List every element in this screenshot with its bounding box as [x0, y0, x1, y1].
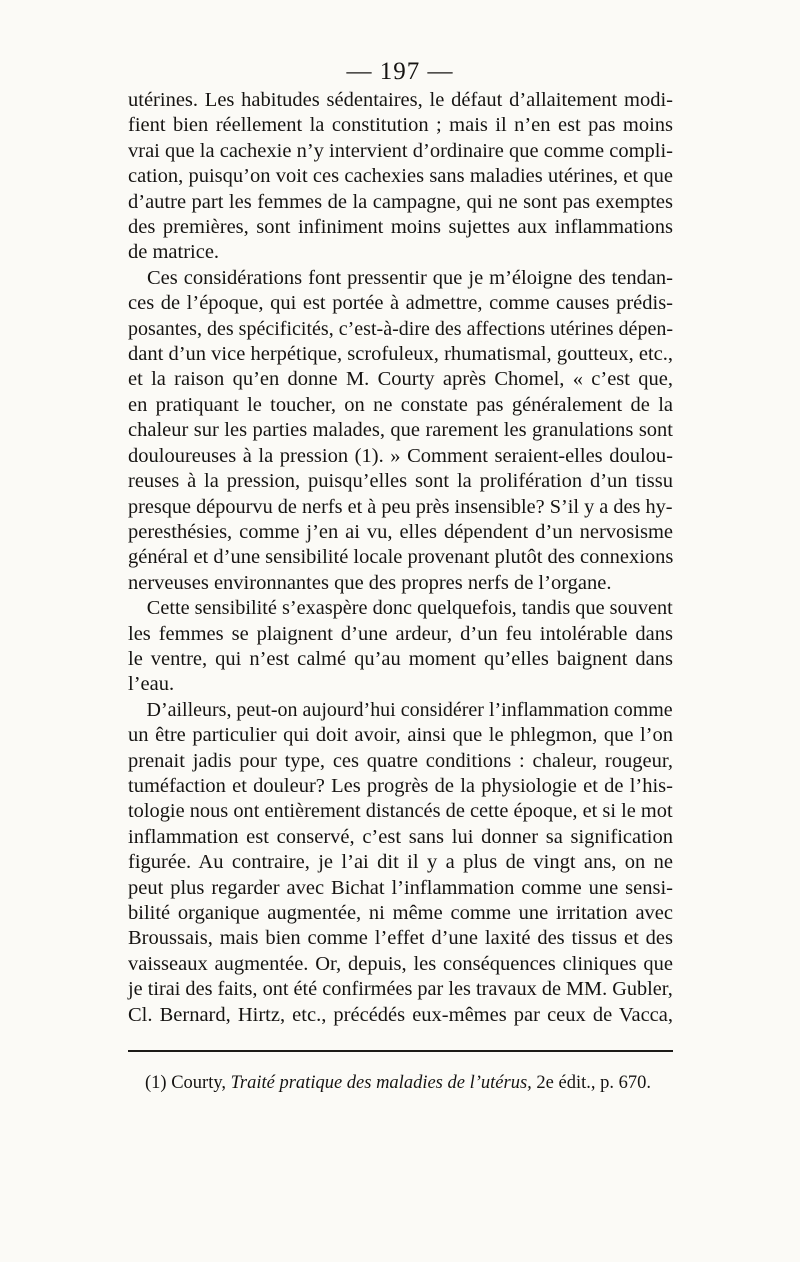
text-line: Cette sensibilité s’exaspère donc quelquefois, tandis que souvent: [146, 597, 673, 620]
text-line: Cl. Bernard, Hirtz, etc., précédés eux-mêmes par ceux de Vacca,: [128, 1003, 673, 1026]
footnote-divider: [128, 1050, 673, 1052]
text-line: nerveuses environnantes que des propres nerfs de l’organe.: [128, 571, 612, 594]
text-line: un être particulier qui doit avoir, ainsi que le phlegmon, que l’on: [128, 724, 673, 747]
text-line: bilité organique augmentée, ni même comme une irritation avec: [128, 902, 673, 924]
footnote-reference: 2e édit., p. 670.: [531, 1073, 651, 1093]
text-line: en pratiquant le toucher, on ne constate pas généralement de la: [128, 393, 673, 416]
text-line: D’ailleurs, peut-on aujourd’hui considérer l’inflammation comme: [146, 698, 673, 721]
text-line: des premières, sont infiniment moins sujettes aux inflammations: [128, 216, 673, 239]
footnote-title: Traité pratique des maladies de l’utérus,: [230, 1073, 532, 1093]
text-line: je tirai des faits, ont été confirmées par les travaux de MM. Gubler,: [128, 978, 673, 1001]
text-line: peut plus regarder avec Bichat l’inflammation comme une sensi-: [128, 876, 673, 899]
text-line: le ventre, qui n’est calmé qu’au moment qu’elles baignent dans: [128, 647, 673, 670]
text-line: cation, puisqu’on voit ces cachexies sans maladies utérines, et que: [128, 165, 673, 188]
text-line: chaleur sur les parties malades, que rarement les granulations sont: [128, 419, 673, 442]
text-line: vrai que la cachexie n’y intervient d’ordinaire que comme compli-: [128, 139, 673, 162]
text-line: reuses à la pression, puisqu’elles sont la prolifération d’un tissu: [128, 470, 673, 493]
footnote-marker: (1) Courty,: [145, 1073, 231, 1093]
text-line: prenait jadis pour type, ces quatre conditions : chaleur, rougeur,: [128, 749, 673, 772]
text-line: utérines. Les habitudes sédentaires, le défaut d’allaitement modi-: [128, 89, 673, 111]
text-line: d’autre part les femmes de la campagne, qui ne sont pas exemptes: [128, 190, 673, 213]
text-line: général et d’une sensibilité locale provenant plutôt des connexions: [128, 546, 674, 569]
text-line: tuméfaction et douleur? Les progrès de la physiologie et de l’his-: [128, 774, 673, 797]
text-line: peresthésies, comme j’en ai vu, elles dépendent d’un nervosisme: [128, 520, 673, 543]
text-line: Broussais, mais bien comme l’effet d’une laxité des tissus et des: [128, 927, 673, 950]
text-line: presque dépourvu de nerfs et à peu près insensible? S’il y a des hy-: [128, 495, 673, 518]
text-line: et la raison qu’en donne M. Courty après Chomel, « c’est que,: [128, 368, 673, 391]
text-line: douloureuses à la pression (1). » Comment seraient-elles doulou-: [128, 444, 673, 467]
text-line: dant d’un vice herpétique, scrofuleux, rhumatismal, goutteux, etc.,: [128, 343, 673, 366]
text-line: de matrice.: [128, 241, 220, 264]
text-line: les femmes se plaignent d’une ardeur, d’un feu intolérable dans: [128, 622, 673, 645]
text-line: l’eau.: [128, 673, 175, 696]
text-line: posantes, des spécificités, c’est-à-dire des affections utérines dépen-: [128, 317, 674, 340]
body-text: [128, 88, 673, 1028]
text-line: vaisseaux augmentée. Or, depuis, les conséquences cliniques que: [128, 952, 673, 975]
footnote: [145, 1073, 651, 1094]
text-line: figurée. Au contraire, je l’ai dit il y a plus de vingt ans, on ne: [128, 851, 673, 874]
text-line: fient bien réellement la constitution ; mais il n’en est pas moins: [128, 114, 673, 137]
text-line: inflammation est conservé, c’est sans lui donner sa signification: [128, 825, 673, 848]
page-number: — 197 —: [346, 58, 454, 85]
text-line: Ces considérations font pressentir que je m’éloigne des tendan-: [147, 266, 673, 289]
text-line: tologie nous ont entièrement distancés de cette époque, et si le mot: [128, 800, 673, 823]
text-line: ces de l’époque, qui est portée à admettre, comme causes prédis-: [128, 292, 673, 315]
